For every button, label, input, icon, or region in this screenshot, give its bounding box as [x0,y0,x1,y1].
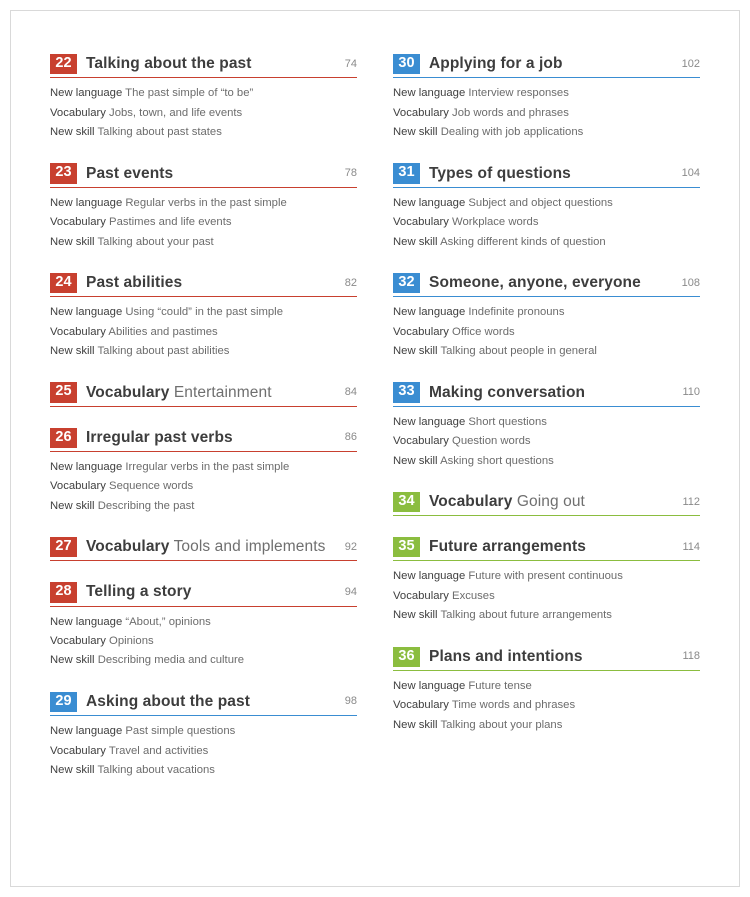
contents-entry-header [50,582,357,606]
new-language-line [393,567,700,586]
new-language-line-value: Irregular verbs in the past simple [125,460,290,473]
contents-entry[interactable] [393,273,700,361]
new-language-line-label: New language [393,196,466,209]
new-skill-line [393,342,700,361]
contents-entry[interactable] [50,54,357,142]
contents-entry[interactable] [50,537,357,561]
vocabulary-line-value: Workplace words [452,216,539,229]
contents-column-right [393,54,700,756]
new-skill-line-value: Talking about future arrangements [440,609,612,622]
unit-title-main: Telling a story [86,583,192,601]
vocabulary-line-label: Vocabulary [50,635,106,648]
new-skill-line-label: New skill [393,235,438,248]
vocabulary-line-label: Vocabulary [50,480,106,493]
new-skill-line-value: Talking about past abilities [97,345,230,358]
new-skill-line-label: New skill [393,126,438,139]
unit-title-main: Applying for a job [429,55,563,73]
unit-page-number: 82 [344,276,357,289]
new-language-line-label: New language [393,415,466,428]
unit-title-subject: Tools and implements [173,538,326,556]
unit-details [50,84,357,142]
unit-title-main: Talking about the past [86,55,252,73]
new-language-line [393,194,700,213]
vocabulary-line-label: Vocabulary [50,325,106,338]
new-skill-line-label: New skill [393,454,438,467]
new-skill-line [50,761,357,780]
new-language-line-value: Future tense [468,679,532,692]
new-language-line [393,677,700,696]
unit-title-main: Past events [86,164,174,182]
unit-title [86,55,339,73]
unit-title-main: Someone, anyone, everyone [429,274,641,292]
contents-entry-header [393,537,700,561]
new-skill-line-value: Describing the past [97,499,195,512]
vocabulary-line-label: Vocabulary [50,216,106,229]
vocabulary-line [50,742,357,761]
new-language-line [50,303,357,322]
unit-number-badge: 26 [50,428,77,448]
unit-page-number: 114 [682,540,700,553]
new-language-line-value: Interview responses [468,87,569,100]
contents-entry-header [50,54,357,78]
unit-page-number: 84 [344,386,357,399]
vocabulary-line-label: Vocabulary [393,216,449,229]
unit-details [50,458,357,516]
new-language-line-value: Short questions [468,415,547,428]
unit-title [429,165,676,183]
vocabulary-line-value: Jobs, town, and life events [109,106,243,119]
vocabulary-line [50,213,357,232]
new-skill-line [50,342,357,361]
new-skill-line-value: Talking about your plans [440,718,563,731]
new-language-line-value: Using “could” in the past simple [125,306,283,319]
vocabulary-line [393,696,700,715]
new-skill-line [393,716,700,735]
vocabulary-line [50,632,357,651]
unit-page-number: 78 [344,167,357,180]
unit-title [86,693,339,711]
unit-number-badge: 32 [393,273,420,293]
unit-details [50,722,357,780]
vocabulary-line-value: Pastimes and life events [109,216,232,229]
vocabulary-line [393,323,700,342]
contents-entry[interactable] [393,54,700,142]
unit-number-badge: 29 [50,692,77,712]
contents-entry[interactable] [393,163,700,251]
unit-title-subject: Entertainment [173,383,272,401]
contents-entry-header [50,537,357,561]
new-language-line-label: New language [393,679,466,692]
unit-number-badge: 35 [393,537,420,557]
vocabulary-line [393,213,700,232]
new-language-line-label: New language [393,570,466,583]
vocabulary-line-label: Vocabulary [393,325,449,338]
new-language-line-value: The past simple of “to be” [125,87,254,100]
unit-title [86,274,339,292]
new-skill-line-label: New skill [393,609,438,622]
new-skill-line-label: New skill [50,763,95,776]
unit-number-badge: 36 [393,647,420,667]
contents-entry-header [393,163,700,187]
unit-details [393,84,700,142]
unit-title-main: Vocabulary [86,538,170,556]
new-language-line [50,194,357,213]
unit-title [86,384,339,402]
contents-entry-header [393,54,700,78]
new-skill-line-value: Talking about vacations [97,763,215,776]
unit-details [393,413,700,471]
unit-title [429,384,676,402]
unit-page-number: 118 [682,650,700,663]
contents-entry-header [50,692,357,716]
vocabulary-line [393,104,700,123]
unit-title-main: Making conversation [429,383,586,401]
new-skill-line [50,497,357,516]
unit-page-number: 112 [682,495,700,508]
unit-number-badge: 31 [393,163,420,183]
new-language-line [50,613,357,632]
unit-title [86,583,339,601]
unit-title [429,274,676,292]
unit-number-badge: 28 [50,582,77,602]
unit-page-number: 110 [682,386,700,399]
unit-title [86,429,339,447]
vocabulary-line-label: Vocabulary [393,699,449,712]
unit-page-number: 104 [681,167,700,180]
vocabulary-line [50,104,357,123]
new-language-line [50,722,357,741]
vocabulary-line-label: Vocabulary [393,106,449,119]
unit-page-number: 74 [344,57,357,70]
new-language-line-label: New language [50,306,123,319]
new-skill-line [393,606,700,625]
new-language-line [393,84,700,103]
vocabulary-line-value: Opinions [109,635,154,648]
unit-details [393,303,700,361]
unit-title-main: Vocabulary [86,383,170,401]
new-language-line-label: New language [50,615,123,628]
new-skill-line [50,123,357,142]
contents-entry-header [50,428,357,452]
new-language-line-value: Future with present continuous [468,570,623,583]
new-skill-line-label: New skill [50,499,95,512]
new-language-line-label: New language [50,196,123,209]
contents-entry[interactable] [393,647,700,735]
unit-number-badge: 25 [50,382,77,402]
unit-number-badge: 27 [50,537,77,557]
vocabulary-line-label: Vocabulary [393,435,449,448]
new-skill-line [393,123,700,142]
contents-entry-header [393,647,700,671]
vocabulary-line-label: Vocabulary [50,106,106,119]
unit-page-number: 92 [344,540,357,553]
unit-title-main: Types of questions [429,164,571,182]
vocabulary-line-value: Travel and activities [108,744,209,757]
unit-details [393,567,700,625]
unit-number-badge: 24 [50,273,77,293]
contents-entry-header [393,492,700,516]
unit-title-main: Vocabulary [429,493,513,511]
new-language-line [50,458,357,477]
unit-title-main: Irregular past verbs [86,428,233,446]
new-skill-line-label: New skill [393,718,438,731]
vocabulary-line-label: Vocabulary [393,589,449,602]
unit-title [429,55,676,73]
new-language-line-value: “About,” opinions [125,615,211,628]
vocabulary-line-value: Abilities and pastimes [108,325,218,338]
unit-number-badge: 30 [393,54,420,74]
new-language-line-value: Indefinite pronouns [468,306,565,319]
contents-entry[interactable] [50,582,357,670]
new-language-line [393,303,700,322]
new-skill-line-value: Dealing with job applications [440,126,584,139]
unit-title-main: Future arrangements [429,538,586,556]
unit-number-badge: 34 [393,492,420,512]
vocabulary-line-value: Excuses [452,589,495,602]
unit-title-subject: Going out [516,493,585,511]
contents-entry-header [393,382,700,406]
unit-page-number: 98 [344,695,357,708]
new-language-line-label: New language [393,306,466,319]
new-language-line-value: Subject and object questions [468,196,613,209]
unit-title [429,493,676,511]
unit-number-badge: 33 [393,382,420,402]
unit-title-main: Asking about the past [86,692,251,710]
unit-page-number: 102 [681,57,700,70]
contents-entry[interactable] [50,163,357,251]
new-skill-line-value: Asking different kinds of question [440,235,606,248]
vocabulary-line-value: Time words and phrases [451,699,576,712]
vocabulary-line-value: Question words [452,435,531,448]
new-skill-line-value: Describing media and culture [97,654,245,667]
unit-title-main: Plans and intentions [429,647,583,665]
contents-entry-header [50,163,357,187]
vocabulary-line [50,477,357,496]
contents-column-left [50,54,357,801]
unit-details [393,194,700,252]
new-language-line-label: New language [393,87,466,100]
vocabulary-line-value: Sequence words [109,480,194,493]
contents-entry-header [50,273,357,297]
unit-details [50,303,357,361]
unit-page-number: 86 [344,431,357,444]
contents-entry[interactable] [50,273,357,361]
contents-entry[interactable] [393,492,700,516]
new-language-line-value: Regular verbs in the past simple [125,196,287,209]
contents-entry[interactable] [393,382,700,470]
vocabulary-line [50,323,357,342]
new-skill-line [50,651,357,670]
contents-columns [50,54,700,801]
contents-entry-header [50,382,357,406]
vocabulary-line-value: Job words and phrases [452,106,569,119]
vocabulary-line [393,432,700,451]
new-skill-line [393,452,700,471]
new-skill-line-label: New skill [50,345,95,358]
new-skill-line [393,233,700,252]
unit-details [50,613,357,671]
unit-details [393,677,700,735]
vocabulary-line [393,587,700,606]
contents-entry[interactable] [393,537,700,625]
unit-title [429,648,676,666]
new-skill-line [50,233,357,252]
unit-title [429,538,676,556]
new-skill-line-label: New skill [50,235,95,248]
contents-entry[interactable] [50,382,357,406]
new-skill-line-value: Talking about people in general [440,345,597,358]
unit-number-badge: 22 [50,54,77,74]
new-skill-line-value: Asking short questions [440,454,554,467]
new-skill-line-value: Talking about your past [97,235,214,248]
new-language-line-label: New language [50,725,123,738]
vocabulary-line-label: Vocabulary [50,744,106,757]
new-language-line-label: New language [50,87,123,100]
unit-title [86,538,339,556]
contents-entry[interactable] [50,428,357,516]
new-language-line [50,84,357,103]
unit-title [86,165,339,183]
new-skill-line-label: New skill [50,126,95,139]
unit-page-number: 94 [344,585,357,598]
new-language-line-label: New language [50,460,123,473]
vocabulary-line-value: Office words [452,325,515,338]
contents-entry[interactable] [50,692,357,780]
unit-title-main: Past abilities [86,274,183,292]
new-language-line [393,413,700,432]
new-skill-line-value: Talking about past states [97,126,222,139]
unit-number-badge: 23 [50,163,77,183]
contents-entry-header [393,273,700,297]
new-skill-line-label: New skill [393,345,438,358]
new-skill-line-label: New skill [50,654,95,667]
new-language-line-value: Past simple questions [125,725,236,738]
unit-page-number: 108 [681,276,700,289]
unit-details [50,194,357,252]
